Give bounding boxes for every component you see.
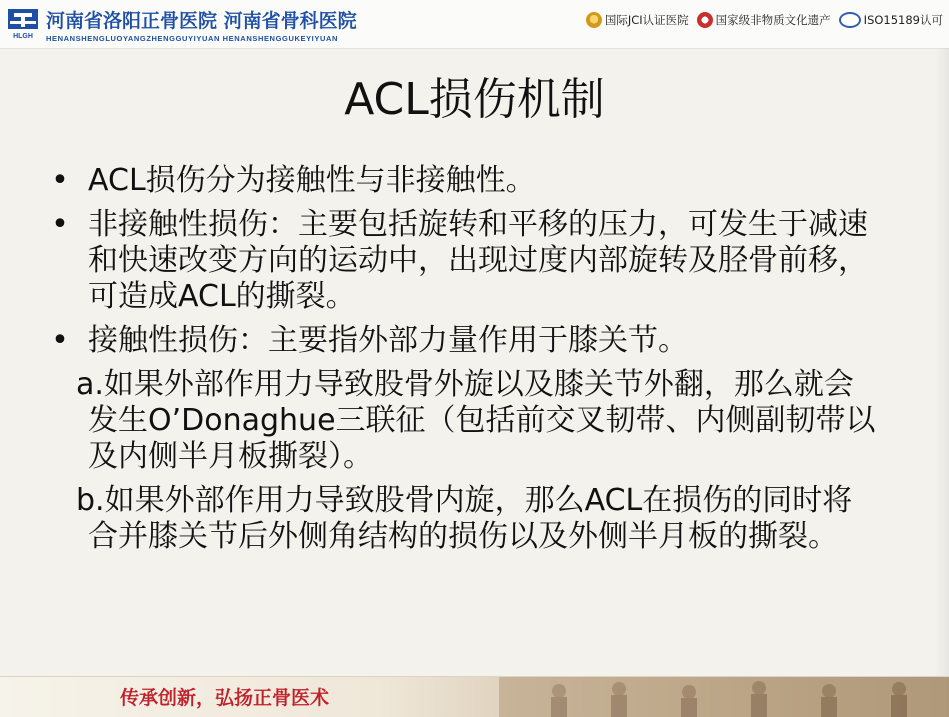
logo-lettering: HLGH <box>13 33 33 40</box>
bullet-dot: • <box>51 323 69 358</box>
slide-title: ACL损伤机制 <box>344 74 605 125</box>
hospital-logo <box>6 7 40 41</box>
bullet-text: 非接触性损伤：主要包括旋转和平移的压力，可发生于减速和快速改变方向的运动中，出现过度内部旋转及胫骨前移，可造成ACL的撕裂。 <box>88 207 868 314</box>
subpoint-marker: b. <box>76 483 105 518</box>
heritage-seal-icon <box>697 12 713 28</box>
hospital-name-en: HENANSHENGLUOYANGZHENGGUYIYUAN HENANSHENGGUKEYIYUAN <box>46 34 339 43</box>
subpoint-item <box>50 367 880 475</box>
badge-iso-label: ISO15189认可 <box>863 13 943 27</box>
badge-iso <box>839 12 943 28</box>
footer-mural-image <box>499 677 949 717</box>
subpoint-marker: a. <box>76 367 104 402</box>
bullet-dot: • <box>51 207 69 242</box>
footer-slogan: 传承创新，弘扬正骨医术 <box>120 687 330 709</box>
badge-jci-label: 国际JCI认证医院 <box>604 13 689 27</box>
subpoint-text: 如果外部作用力导致股骨外旋以及膝关节外翻，那么就会发生O’Donaghue三联征（包括前交叉韧带、内侧副韧带以及内侧半月板撕裂）。 <box>88 367 876 474</box>
slide-footer <box>0 676 949 717</box>
edge-shadow <box>935 48 949 676</box>
subpoint-text: 如果外部作用力导致股骨内旋，那么ACL在损伤的同时将合并膝关节后外侧角结构的损伤以及外侧半月板的撕裂。 <box>88 483 853 554</box>
iso-cert-icon <box>839 12 861 28</box>
badge-jci <box>586 12 689 28</box>
certification-badges <box>586 10 943 30</box>
jci-seal-icon <box>586 12 602 28</box>
bullet-item <box>50 323 880 359</box>
slide-body <box>50 163 880 563</box>
slide-header <box>0 0 949 49</box>
hospital-name-cn: 河南省洛阳正骨医院 河南省骨科医院 <box>46 10 357 32</box>
badge-heritage-label: 国家级非物质文化遗产 <box>715 13 831 27</box>
bullet-dot: • <box>51 163 69 198</box>
bullet-item <box>50 207 880 315</box>
bullet-text: 接触性损伤：主要指外部力量作用于膝关节。 <box>88 323 688 358</box>
bullet-text: ACL损伤分为接触性与非接触性。 <box>88 163 536 198</box>
badge-heritage <box>697 12 831 28</box>
bullet-item <box>50 163 880 199</box>
subpoint-item <box>50 483 880 555</box>
